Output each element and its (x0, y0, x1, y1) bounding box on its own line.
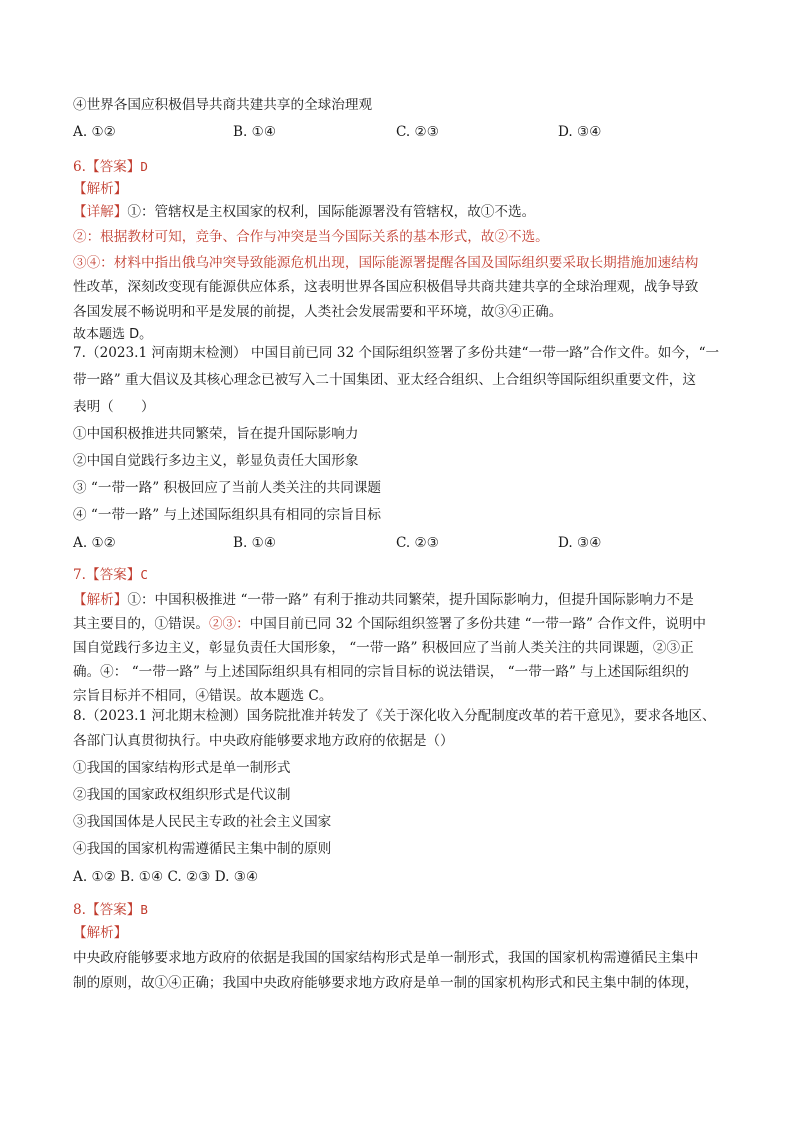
q7-item1: ①中国积极推进共同繁荣，旨在提升国际影响力 (73, 426, 359, 442)
a6-conclusion: 故本题选 D。 (73, 327, 153, 342)
a7-line2-b: 中国目前已同 32 个国际组织签署了多份共建 “一带一路” 合作文件，说明中 (249, 616, 707, 632)
a7-line4: 确。④： “一带一路” 与上述国际组织具有相同的宗旨目标的说法错误， “一带一路” 与上述国际组织的 (73, 664, 690, 680)
q8-item3: ③我国国体是人民民主专政的社会主义国家 (73, 814, 332, 830)
q7-item3: ③ “一带一路” 积极回应了当前人类关注的共同课题 (73, 480, 382, 496)
a7-line1-text: ①：中国积极推进 “一带一路” 有利于推动共同繁荣，提升国际影响力，但提升国际影响力不是 (127, 592, 694, 608)
a8-answer (73, 900, 723, 920)
q5-choice-a: A. ①② (73, 124, 116, 140)
q8-choices: A. ①② B. ①④ C. ②③ D. ③④ (73, 869, 259, 885)
q7-choice-a: A. ①② (73, 535, 116, 551)
q7-choice-b: B. ①④ (233, 535, 277, 551)
a6-detail-line2: ②：根据教材可知，竞争、合作与冲突是当今国际关系的基本形式，故②不选。 (73, 229, 549, 245)
q7-choice-c: C. ②③ (396, 535, 439, 551)
q7-stem-line2: 带一路” 重大倡议及其核心理念已被写入二十国集团、亚太经合组织、上合组织等国际组织重要文件，这 (73, 372, 696, 388)
a6-answer (73, 157, 723, 177)
a8-line1: 中央政府能够要求地方政府的依据是我国的国家结构形式是单一制形式，我国的国家机构需遵循民主集中 (73, 950, 699, 966)
q7-item2: ②中国自觉践行多边主义，彰显负责任大国形象 (73, 453, 359, 469)
a7-answer-value: C (140, 567, 148, 582)
q7-stem-line3: 表明（ ） (73, 399, 155, 415)
a7-line3: 国自觉践行多边主义，彰显负责任大国形象， “一带一路” 积极回应了当前人类关注的共同课题，②③正 (73, 640, 694, 656)
a6-detail-line3: ③④：材料中指出俄乌冲突导致能源危机出现，国际能源署提醒各国及国际组织要采取长期措施加速结构 (73, 255, 699, 271)
q8-item2: ②我国的国家政权组织形式是代议制 (73, 787, 291, 803)
q5-item4: ④世界各国应积极倡导共商共建共享的全球治理观 (73, 97, 373, 113)
a8-analysis-label: 【解析】 (73, 925, 128, 941)
q7-stem-line1: 7.（2023.1 河南期末检测） 中国目前已同 32 个国际组织签署了多份共建“一带一路”合作文件。如今，“一 (73, 345, 720, 361)
q8-stem-line2: 各部门认真贯彻执行。中央政府能够要求地方政府的依据是（） (73, 733, 454, 749)
a8-answer-value: B (140, 902, 148, 917)
a6-detail-line4: 性改革，深刻改变现有能源供应体系，这表明世界各国应积极倡导共商共建共享的全球治理观，战争导致 (73, 279, 699, 295)
a7-answer-label: 7.【答案】 (73, 567, 141, 583)
a6-analysis-label: 【解析】 (73, 181, 128, 197)
q8-item1: ①我国的国家结构形式是单一制形式 (73, 760, 291, 776)
a7-analysis-label: 【解析】 (73, 592, 128, 608)
q8-stem-line1: 8.（2023.1 河北期末检测）国务院批准并转发了《关于深化收入分配制度改革的若干意见》，要求各地区、 (73, 708, 716, 724)
a6-detail-line5: 各国发展不畅说明和平是发展的前提，人类社会发展需要和平环境，故③④正确。 (73, 304, 563, 320)
a7-line2 (73, 614, 723, 634)
a6-detail-label: 【详解】 (73, 204, 128, 220)
q8-item4: ④我国的国家机构需遵循民主集中制的原则 (73, 841, 332, 857)
a7-line1 (73, 590, 723, 610)
a6-answer-label: 6.【答案】 (73, 159, 141, 175)
q5-choice-b: B. ①④ (233, 124, 277, 140)
q5-choice-d: D. ③④ (558, 124, 602, 140)
a6-detail-text1: ①：管辖权是主权国家的权利，国际能源署没有管辖权，故①不选。 (127, 204, 536, 220)
a8-answer-label: 8.【答案】 (73, 902, 141, 918)
a6-detail-line1 (73, 202, 723, 222)
q5-choice-c: C. ②③ (396, 124, 439, 140)
a6-answer-value: D (140, 159, 148, 174)
q7-choice-d: D. ③④ (558, 535, 602, 551)
a7-answer (73, 565, 723, 585)
q7-item4: ④ “一带一路” 与上述国际组织具有相同的宗旨目标 (73, 507, 382, 523)
a7-line2-red: ②③： (208, 616, 250, 632)
a7-line2-a: 其主要目的，①错误。 (73, 616, 209, 632)
a8-line2: 制的原则，故①④正确；我国中央政府能够要求地方政府是单一制的国家机构形式和民主集中制的体现， (73, 975, 699, 991)
a7-line5: 宗旨目标并不相同，④错误。故本题选 C。 (73, 688, 333, 704)
